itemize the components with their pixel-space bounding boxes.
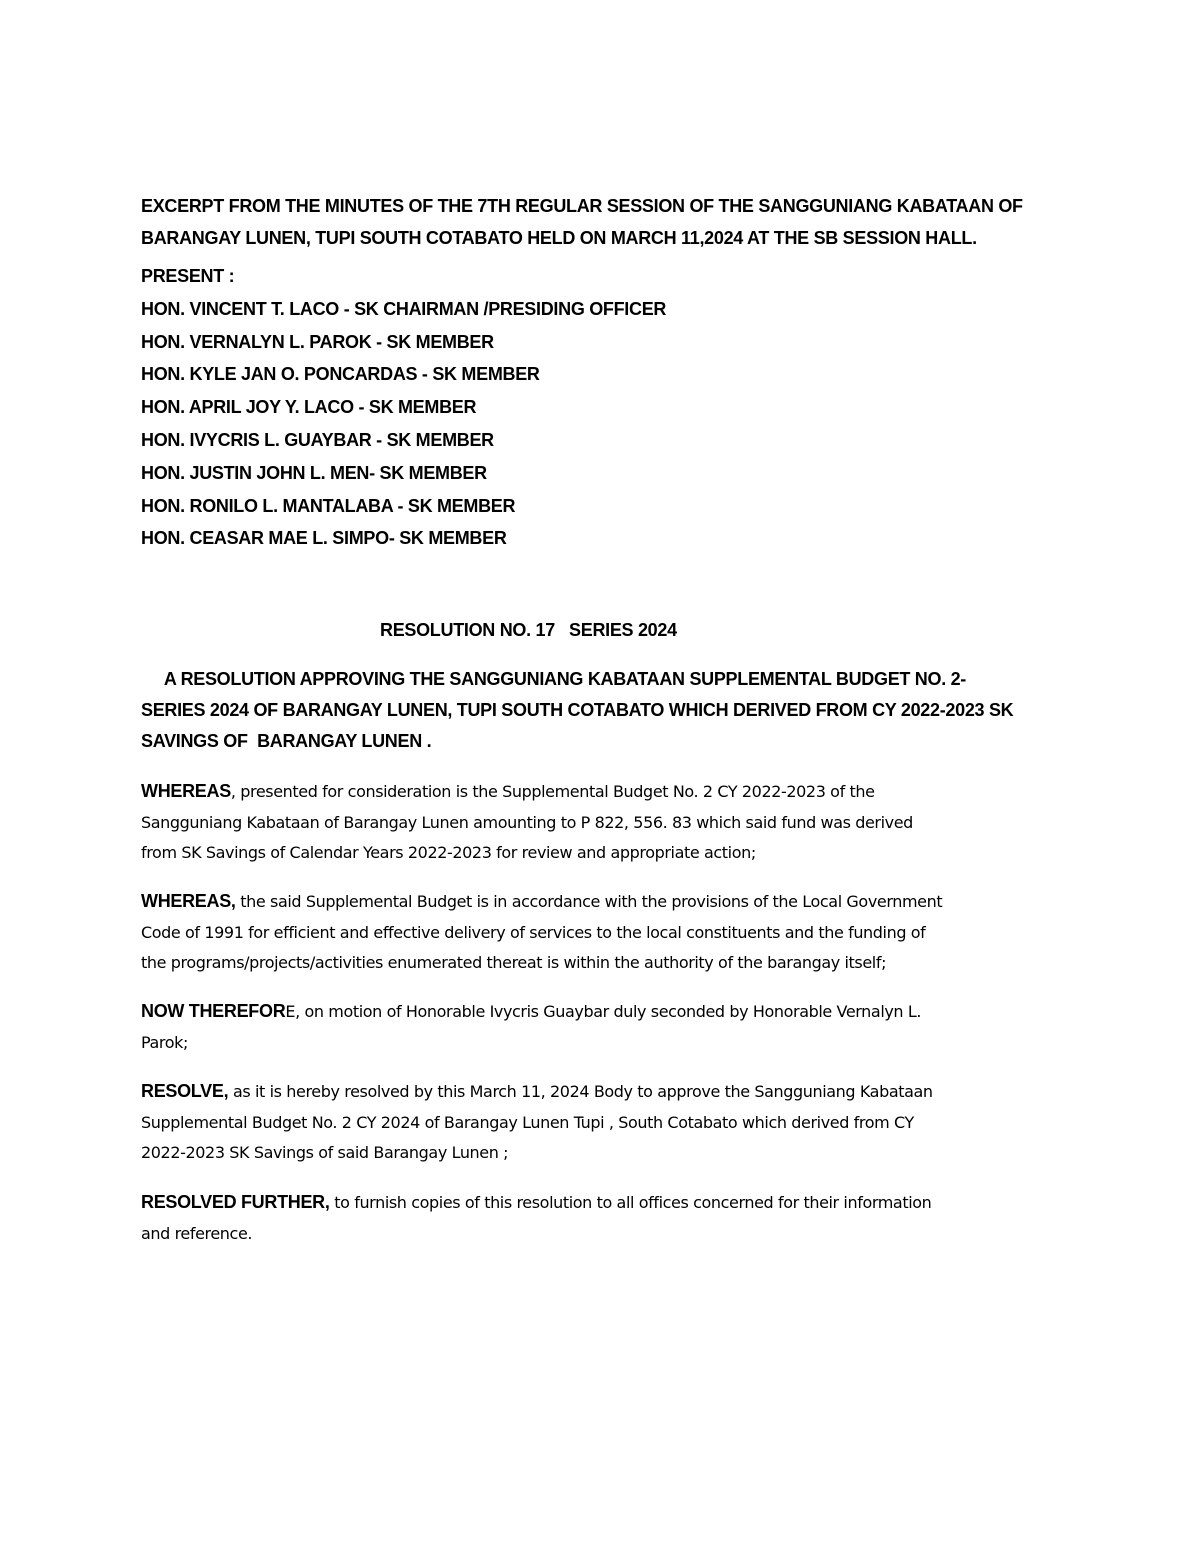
resolution-title-line: A RESOLUTION APPROVING THE SANGGUNIANG KABATAAN SUPPLEMENTAL BUDGET NO. 2- <box>141 669 966 689</box>
paragraph-keyword: NOW THEREFOR <box>141 1001 286 1021</box>
resolved-further-paragraph <box>141 1187 1061 1249</box>
paragraph-text: and reference. <box>141 1223 253 1243</box>
paragraph-text: 2022-2023 SK Savings of said Barangay Lunen ; <box>141 1143 509 1162</box>
paragraph-text: as it is hereby resolved by this March 11, 2024 Body to approve the Sangguniang Kabataan <box>228 1082 933 1101</box>
resolution-number: RESOLUTION NO. 17 SERIES 2024 <box>380 620 677 640</box>
paragraph-text: Code of 1991 for efficient and effective delivery of services to the local constituents and the funding of <box>141 922 926 942</box>
attendee: HON. KYLE JAN O. PONCARDAS - SK MEMBER <box>141 364 540 385</box>
attendee: HON. VINCENT T. LACO - SK CHAIRMAN /PRESIDING OFFICER <box>141 298 667 319</box>
paragraph-keyword: WHEREAS, <box>141 891 236 911</box>
resolve-paragraph <box>141 1076 1061 1169</box>
paragraph-keyword: RESOLVED FURTHER, <box>141 1192 330 1212</box>
header-line-1: EXCERPT FROM THE MINUTES OF THE 7TH REGULAR SESSION OF THE SANGGUNIANG KABATAAN OF <box>141 196 1023 216</box>
attendee: HON. IVYCRIS L. GUAYBAR - SK MEMBER <box>141 429 494 450</box>
paragraph-text: from SK Savings of Calendar Years 2022-2023 for review and appropriate action; <box>141 843 756 862</box>
paragraph-text: Parok; <box>141 1032 189 1052</box>
attendee: HON. JUSTIN JOHN L. MEN- SK MEMBER <box>141 462 487 483</box>
paragraph-text: to furnish copies of this resolution to all offices concerned for their information <box>329 1193 932 1212</box>
resolution-title-line: SERIES 2024 OF BARANGAY LUNEN, TUPI SOUTH COTABATO WHICH DERIVED FROM CY 2022-2023 SK <box>141 700 1014 720</box>
whereas-paragraph-2 <box>141 886 1061 979</box>
now-therefore-paragraph <box>141 996 1061 1058</box>
attendee: HON. RONILO L. MANTALABA - SK MEMBER <box>141 495 516 516</box>
whereas-paragraph-1 <box>141 776 1061 869</box>
paragraph-text: E, on motion of Honorable Ivycris Guaybar duly seconded by Honorable Vernalyn L. <box>285 1002 922 1021</box>
paragraph-text: Sangguniang Kabataan of Barangay Lunen amounting to P 822, 556. 83 which said fund was derived <box>141 812 913 832</box>
paragraph-keyword: RESOLVE, <box>141 1081 229 1101</box>
minutes-header <box>141 190 1061 254</box>
header-line-2: BARANGAY LUNEN, TUPI SOUTH COTABATO HELD ON MARCH 11,2024 AT THE SB SESSION HALL. <box>141 228 977 248</box>
paragraph-text: , presented for consideration is the Supplemental Budget No. 2 CY 2022-2023 of the <box>230 782 875 801</box>
paragraph-keyword: WHEREAS <box>141 781 231 801</box>
present-label: PRESENT : <box>141 266 235 286</box>
attendee: HON. CEASAR MAE L. SIMPO- SK MEMBER <box>141 528 507 549</box>
attendee: HON. VERNALYN L. PAROK - SK MEMBER <box>141 331 494 352</box>
attendee: HON. APRIL JOY Y. LACO - SK MEMBER <box>141 397 477 418</box>
paragraph-text: the said Supplemental Budget is in accordance with the provisions of the Local Government <box>235 892 943 911</box>
paragraph-text: Supplemental Budget No. 2 CY 2024 of Barangay Lunen Tupi , South Cotabato which derived from CY <box>141 1112 914 1132</box>
attendance-list <box>141 260 666 555</box>
resolution-title-line: SAVINGS OF BARANGAY LUNEN . <box>141 731 432 751</box>
resolution-title <box>141 664 1061 757</box>
paragraph-text: the programs/projects/activities enumerated thereat is within the authority of the barangay itself; <box>141 953 887 972</box>
